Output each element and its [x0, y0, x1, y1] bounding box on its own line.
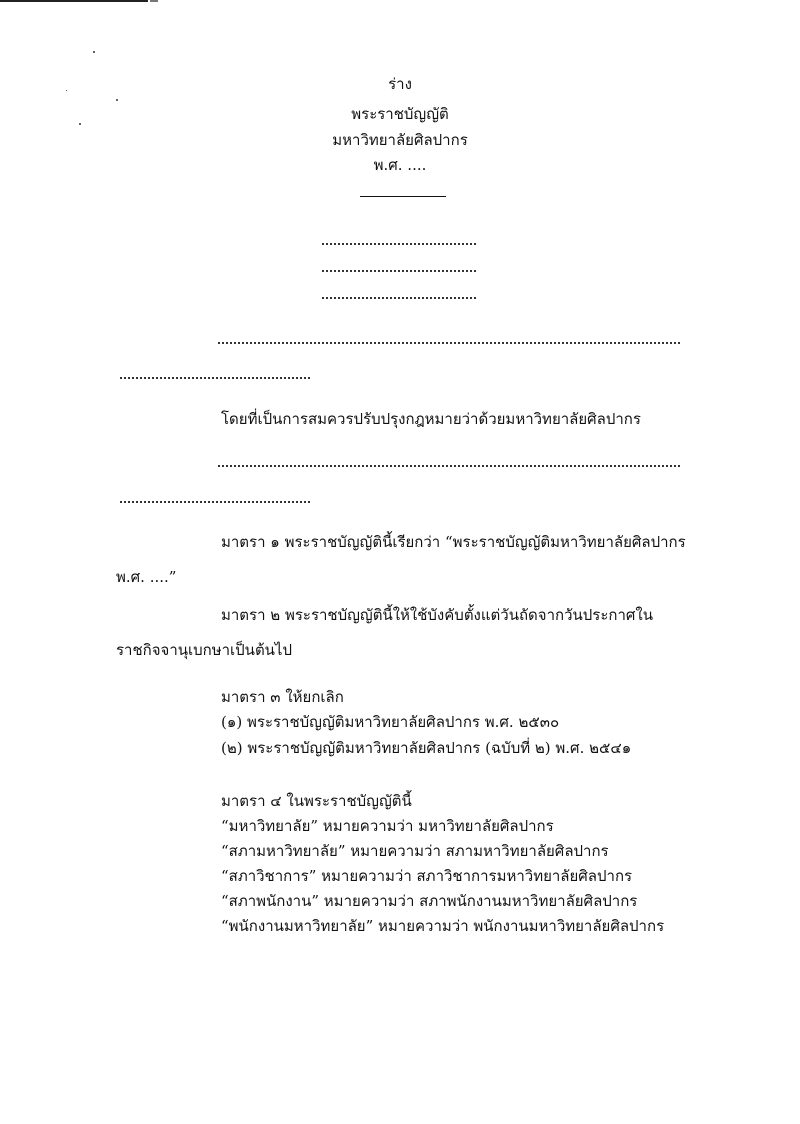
section-1-line-1: มาตรา ๑ พระราชบัญญัตินี้เรียกว่า “พระราชบัญญัติมหาวิทยาลัยศิลปากร [221, 533, 686, 551]
enactment-placeholder-line [322, 270, 476, 272]
definition-item: “มหาวิทยาลัย” หมายความว่า มหาวิทยาลัยศิลปากร [221, 817, 554, 835]
paragraph-placeholder-line [218, 465, 680, 467]
definition-item: “สภามหาวิทยาลัย” หมายความว่า สภามหาวิทยาลัยศิลปากร [221, 842, 609, 860]
draft-label: ร่าง [388, 75, 412, 93]
scan-speck [116, 99, 118, 101]
scan-speck [93, 51, 95, 53]
scan-edge-mark [0, 0, 148, 2]
section-2-line-2: ราชกิจจานุเบกษาเป็นต้นไป [116, 641, 293, 659]
enactment-placeholder-line [322, 243, 476, 245]
enactment-placeholder-line [322, 297, 476, 299]
definition-item: “สภาวิชาการ” หมายความว่า สภาวิชาการมหาวิทยาลัยศิลปากร [221, 867, 633, 885]
section-3-heading: มาตรา ๓ ให้ยกเลิก [221, 688, 344, 706]
act-label: พระราชบัญญัติ [351, 105, 449, 123]
section-4-heading: มาตรา ๔ ในพระราชบัญญัตินี้ [221, 792, 412, 810]
repealed-act-item: (๑) พระราชบัญญัติมหาวิทยาลัยศิลปากร พ.ศ. ๒๕๓๐ [221, 713, 560, 731]
paragraph-placeholder-line [120, 377, 310, 379]
paragraph-placeholder-line [120, 501, 310, 503]
section-2-line-1: มาตรา ๒ พระราชบัญญัตินี้ให้ใช้บังคับตั้งแต่วันถัดจากวันประกาศใน [221, 606, 653, 624]
university-name: มหาวิทยาลัยศิลปากร [332, 131, 468, 149]
definition-item: “สภาพนักงาน” หมายความว่า สภาพนักงานมหาวิทยาลัยศิลปากร [221, 892, 638, 910]
title-underline [360, 196, 446, 197]
preamble: โดยที่เป็นการสมควรปรับปรุงกฎหมายว่าด้วยมหาวิทยาลัยศิลปากร [221, 410, 641, 428]
definition-item: “พนักงานมหาวิทยาลัย” หมายความว่า พนักงานมหาวิทยาลัยศิลปากร [221, 917, 665, 935]
repealed-act-item: (๒) พระราชบัญญัติมหาวิทยาลัยศิลปากร (ฉบับที่ ๒) พ.ศ. ๒๕๔๑ [221, 739, 632, 757]
scan-edge-mark-small [150, 0, 158, 2]
paragraph-placeholder-line [218, 342, 680, 344]
year-line: พ.ศ. .... [373, 156, 427, 174]
section-1-line-2: พ.ศ. ....” [116, 568, 177, 586]
